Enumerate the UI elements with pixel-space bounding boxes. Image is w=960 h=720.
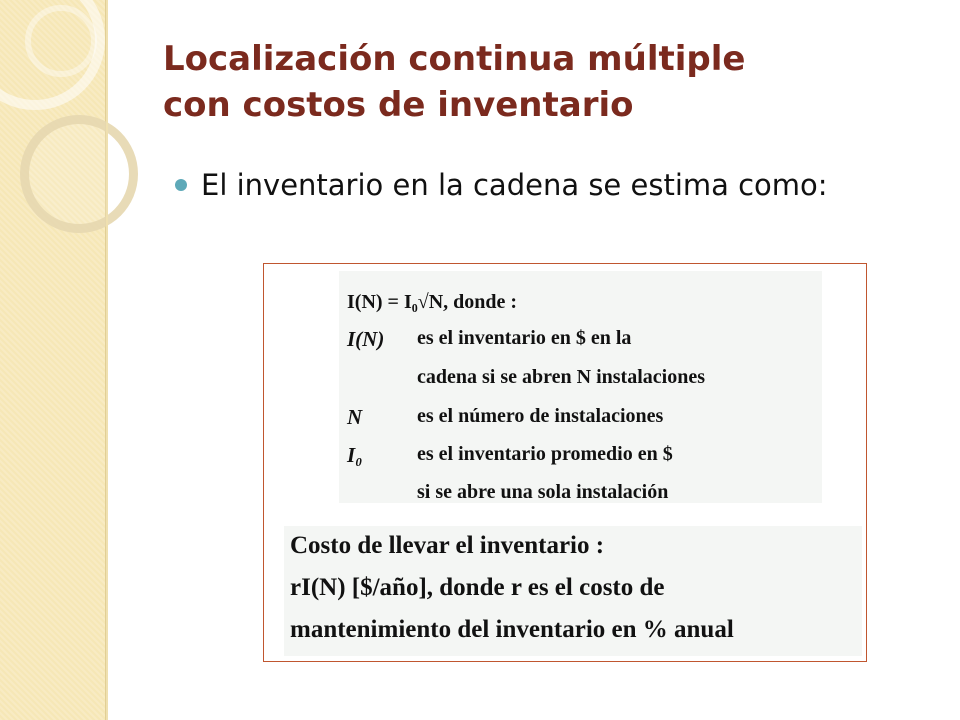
slide-title [163,36,943,128]
def-term: I(N) [347,327,385,351]
bullet-dot-icon [175,179,187,191]
cost-line: Costo de llevar el inventario : [290,532,605,559]
cost-line: rI(N) [$/año], donde r es el costo de [290,574,665,601]
decorative-sidebar [0,0,106,720]
definition-panel [339,271,822,503]
def-term: I₀ [347,443,363,467]
cost-line: mantenimiento del inventario en % anual [290,616,734,643]
def-desc: es el inventario en $ en la [417,327,632,349]
bullet-text: El inventario en la cadena se estima como: [201,168,828,202]
def-term: N [347,405,363,429]
def-desc: cadena si se abren N instalaciones [417,366,705,388]
main-formula: I(N) = I₀√N, donde : [347,291,518,313]
decorative-circle [25,5,97,77]
sidebar-divider [106,0,108,720]
bullet-item [175,168,955,202]
cost-panel [284,526,862,656]
def-desc: es el inventario promedio en $ [417,443,673,465]
formula-image [263,263,867,662]
def-desc: es el número de instalaciones [417,405,664,427]
title-line-2: con costos de inventario [163,85,634,125]
def-desc: si se abre una sola instalación [417,481,669,503]
title-line-1: Localización continua múltiple [163,39,746,79]
decorative-circle [20,115,138,233]
